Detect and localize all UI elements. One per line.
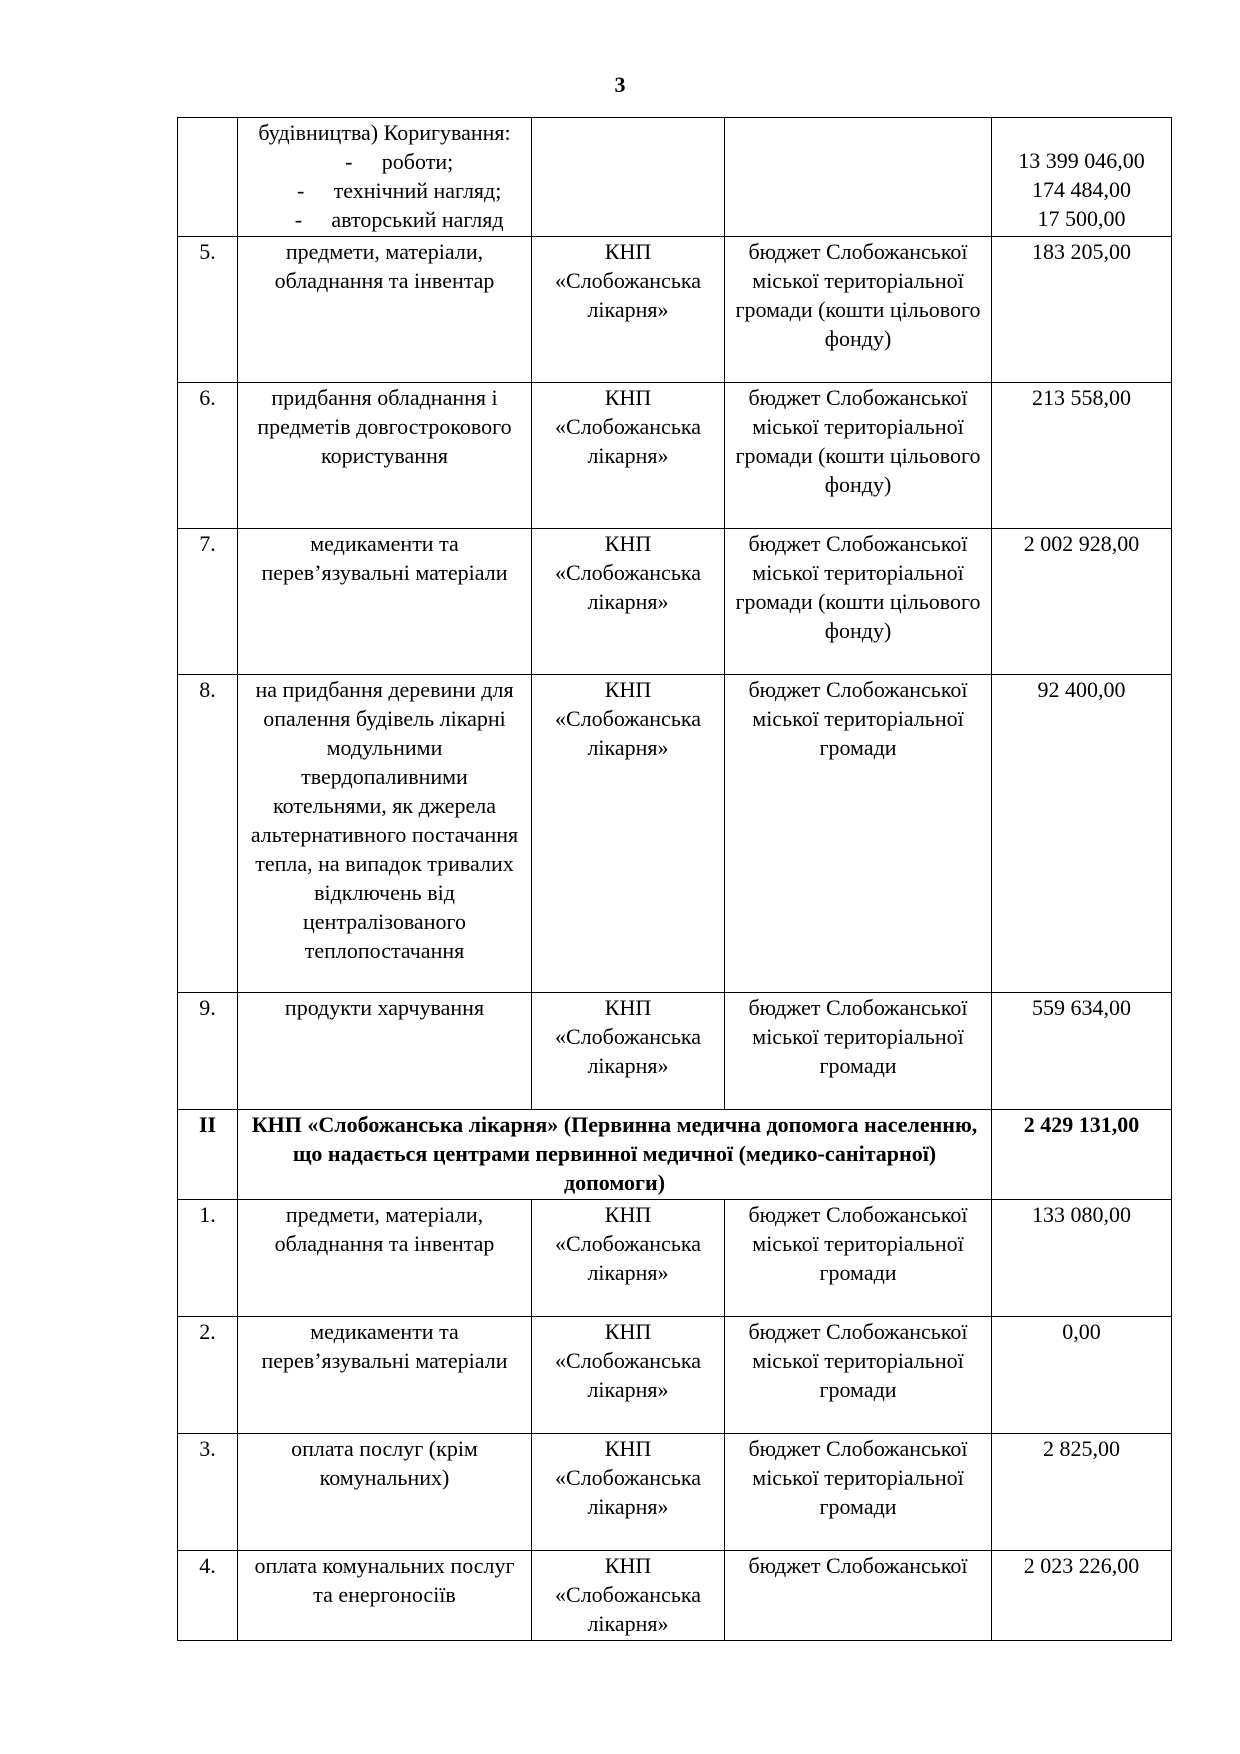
amount-value: 13 399 046,00 xyxy=(1018,148,1145,173)
row-number: 3. xyxy=(178,1434,238,1551)
row-amount: 2 023 226,00 xyxy=(992,1551,1172,1641)
section-title: КНП «Слобожанська лікарня» (Первинна медична допомога населенню, що надається центрами первинної медичної (медико-санітарної) допомоги) xyxy=(238,1110,992,1200)
row-source: бюджет Слобожанської міської територіальної громади (кошти цільового фонду) xyxy=(725,383,992,529)
table-row xyxy=(178,993,1172,1110)
row-amount: 2 002 928,00 xyxy=(992,529,1172,675)
row-executor: КНП «Слобожанська лікарня» xyxy=(532,237,725,383)
row-number-cell xyxy=(178,118,238,237)
row-description: медикаменти та перев’язувальні матеріали xyxy=(238,529,532,675)
row-amount: 2 825,00 xyxy=(992,1434,1172,1551)
row-description: оплата комунальних послуг та енергоносіїв xyxy=(238,1551,532,1641)
table-row xyxy=(178,1434,1172,1551)
sub-item xyxy=(242,205,527,234)
row-source: бюджет Слобожанської міської територіальної громади xyxy=(725,993,992,1110)
table-row xyxy=(178,237,1172,383)
section-header-row xyxy=(178,1110,1172,1200)
sub-item xyxy=(242,176,527,205)
row-source: бюджет Слобожанської міської територіальної громади xyxy=(725,1200,992,1317)
row-source: бюджет Слобожанської міської територіальної громади xyxy=(725,675,992,993)
executor-cell xyxy=(532,118,725,237)
row-amount: 183 205,00 xyxy=(992,237,1172,383)
row-description: на придбання деревини для опалення будівель лікарні модульними твердопаливними котельнями, як джерела альтернативного постачання тепла, на випадок тривалих відключень від централізованого теплопостачання xyxy=(238,675,532,993)
row-description: оплата послуг (крім комунальних) xyxy=(238,1434,532,1551)
row-number: 6. xyxy=(178,383,238,529)
table-row xyxy=(178,1317,1172,1434)
row-amount: 559 634,00 xyxy=(992,993,1172,1110)
dash: - xyxy=(294,207,303,232)
dash: - xyxy=(296,178,305,203)
row-source: бюджет Слобожанської міської територіальної громади (кошти цільового фонду) xyxy=(725,237,992,383)
row-amount: 92 400,00 xyxy=(992,675,1172,993)
row-source: бюджет Слобожанської міської територіальної громади (кошти цільового фонду) xyxy=(725,529,992,675)
row-executor: КНП «Слобожанська лікарня» xyxy=(532,675,725,993)
source-cell xyxy=(725,118,992,237)
amount-value: 174 484,00 xyxy=(1032,177,1131,202)
row-executor: КНП «Слобожанська лікарня» xyxy=(532,1317,725,1434)
sub-item-label: авторський нагляд xyxy=(331,207,504,232)
row-executor: КНП «Слобожанська лікарня» xyxy=(532,993,725,1110)
row-source: бюджет Слобожанської xyxy=(725,1551,992,1641)
page-number: 3 xyxy=(614,72,626,97)
row-description: предмети, матеріали, обладнання та інвентар xyxy=(238,237,532,383)
sub-item-label: технічний нагляд; xyxy=(333,178,502,203)
row-executor: КНП «Слобожанська лікарня» xyxy=(532,529,725,675)
row-number: 1. xyxy=(178,1200,238,1317)
row-description: предмети, матеріали, обладнання та інвентар xyxy=(238,1200,532,1317)
table-row xyxy=(178,529,1172,675)
row-executor: КНП «Слобожанська лікарня» xyxy=(532,1434,725,1551)
sub-item-label: роботи; xyxy=(381,149,454,174)
amount-value: 17 500,00 xyxy=(1037,206,1126,231)
row-source: бюджет Слобожанської міської територіальної громади xyxy=(725,1317,992,1434)
row-executor: КНП «Слобожанська лікарня» xyxy=(532,1551,725,1641)
row-executor: КНП «Слобожанська лікарня» xyxy=(532,1200,725,1317)
row-number: 2. xyxy=(178,1317,238,1434)
amount-cell xyxy=(992,118,1172,237)
row-amount: 133 080,00 xyxy=(992,1200,1172,1317)
table-row xyxy=(178,675,1172,993)
row-amount: 0,00 xyxy=(992,1317,1172,1434)
carryover-title: будівництва) Коригування: xyxy=(258,120,511,145)
dash: - xyxy=(345,149,353,174)
row-description: медикаменти та перев’язувальні матеріали xyxy=(238,1317,532,1434)
table-row xyxy=(178,1551,1172,1641)
section-number: ІІ xyxy=(178,1110,238,1200)
row-number: 5. xyxy=(178,237,238,383)
row-number: 7. xyxy=(178,529,238,675)
row-amount: 213 558,00 xyxy=(992,383,1172,529)
row-description: придбання обладнання і предметів довгострокового користування xyxy=(238,383,532,529)
row-number: 9. xyxy=(178,993,238,1110)
sub-item xyxy=(242,147,527,176)
row-source: бюджет Слобожанської міської територіальної громади xyxy=(725,1434,992,1551)
row-executor: КНП «Слобожанська лікарня» xyxy=(532,383,725,529)
row-number: 4. xyxy=(178,1551,238,1641)
carryover-row xyxy=(178,118,1172,237)
section-amount: 2 429 131,00 xyxy=(992,1110,1172,1200)
description-cell xyxy=(238,118,532,237)
table-row xyxy=(178,383,1172,529)
row-description: продукти харчування xyxy=(238,993,532,1110)
budget-table xyxy=(177,117,1172,1641)
table-row xyxy=(178,1200,1172,1317)
row-number: 8. xyxy=(178,675,238,993)
